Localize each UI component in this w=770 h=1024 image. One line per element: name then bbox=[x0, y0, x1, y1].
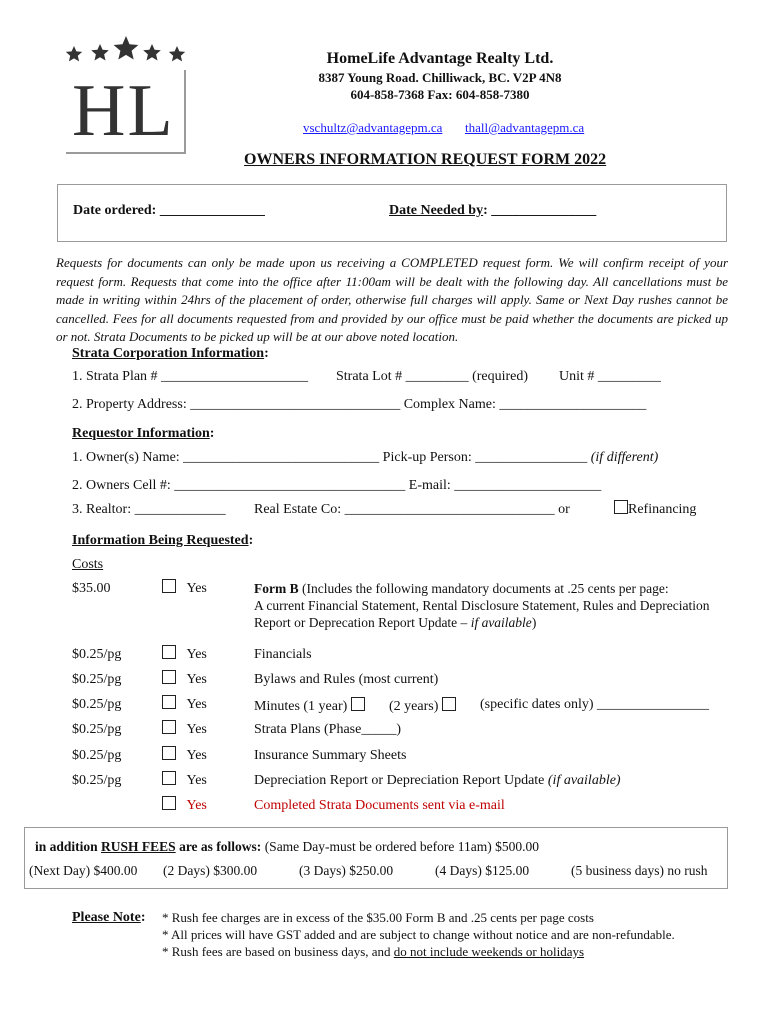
strata-plans-checkbox[interactable] bbox=[162, 720, 176, 734]
note-3 bbox=[162, 944, 584, 960]
info-heading-text: Information Being Requested bbox=[72, 533, 249, 548]
rush-option-next-day: (Next Day) $400.00 bbox=[29, 863, 138, 878]
insurance-yes: Yes bbox=[186, 748, 207, 763]
note-3-underlined: do not include weekends or holidays bbox=[393, 944, 585, 959]
strata-heading-colon: : bbox=[264, 346, 269, 361]
strata-plans-yes: Yes bbox=[186, 722, 207, 737]
owners-cell-field[interactable]: 2. Owners Cell #: _________________________________ E-mail: _____________________ bbox=[72, 478, 602, 493]
strata-heading-text: Strata Corporation Information bbox=[72, 346, 265, 361]
rush-option-5-days: (5 business days) no rush bbox=[571, 863, 708, 878]
date-needed-label: Date Needed by bbox=[389, 203, 484, 218]
company-name: HomeLife Advantage Realty Ltd. bbox=[326, 50, 554, 67]
minutes-2yr-label: (2 years) bbox=[389, 699, 439, 714]
pickup-note: (if different) bbox=[590, 450, 659, 465]
bylaws-checkbox[interactable] bbox=[162, 670, 176, 684]
company-address: 8387 Young Road. Chilliwack, BC. V2P 4N8 bbox=[318, 70, 562, 85]
formb-line1-text: (Includes the following mandatory documents at .25 cents per page: bbox=[298, 581, 669, 596]
rush-option-4-days: (4 Days) $125.00 bbox=[435, 863, 530, 878]
formb-title: Form B bbox=[254, 581, 299, 596]
minutes-specific-field[interactable]: (specific dates only) ________________ bbox=[480, 697, 710, 712]
minutes-option[interactable] bbox=[162, 695, 207, 713]
minutes-yes: Yes bbox=[186, 697, 207, 712]
depreciation-label bbox=[254, 773, 621, 789]
depreciation-checkbox[interactable] bbox=[162, 771, 176, 785]
insurance-label: Insurance Summary Sheets bbox=[254, 748, 407, 763]
date-needed-field[interactable] bbox=[389, 203, 596, 219]
depreciation-option[interactable] bbox=[162, 771, 207, 789]
real-estate-co-field[interactable]: Real Estate Co: ______________________________ or bbox=[254, 502, 570, 517]
requestor-heading-colon: : bbox=[209, 426, 215, 441]
formb-option[interactable] bbox=[162, 579, 207, 597]
intro-paragraph: Requests for documents can only be made upon us receiving a COMPLETED request form. We will confirm receipt of your request form. Requests that come into the office after 11:00am will be dealt with the following day. All cancellations must be made in writing within 24hrs of the placement of order, otherwise full charges will apply. Same or Next Day rushes cannot be cancelled. Fees for all documents requested from and provided by our office must be paid whether the documents are picked up or not. Strata Documents to be picked up will be at our above noted location. bbox=[56, 255, 728, 345]
formb-line2: A current Financial Statement, Rental Disclosure Statement, Rules and Depreciation bbox=[254, 598, 710, 613]
financials-label: Financials bbox=[254, 647, 312, 662]
date-box bbox=[57, 184, 727, 242]
date-needed-blank: : _______________ bbox=[483, 203, 597, 218]
bylaws-yes: Yes bbox=[186, 672, 207, 687]
unit-field[interactable]: Unit # _________ bbox=[559, 369, 661, 384]
please-note-text: Please Note bbox=[72, 910, 141, 925]
formb-line1 bbox=[254, 581, 669, 597]
strata-plan-field[interactable]: 1. Strata Plan # _____________________ bbox=[72, 369, 309, 384]
rush-option-3-days: (3 Days) $250.00 bbox=[299, 863, 394, 878]
realtor-field[interactable]: 3. Realtor: _____________ bbox=[72, 502, 226, 517]
rush-option-2-days: (2 Days) $300.00 bbox=[163, 863, 258, 878]
minutes-price: $0.25/pg bbox=[72, 697, 122, 712]
refinancing-label: Refinancing bbox=[628, 502, 697, 517]
depreciation-yes: Yes bbox=[186, 773, 207, 788]
financials-price: $0.25/pg bbox=[72, 647, 122, 662]
refinancing-option[interactable] bbox=[614, 500, 696, 518]
minutes-2yr-checkbox[interactable] bbox=[442, 697, 456, 711]
bylaws-option[interactable] bbox=[162, 670, 207, 688]
insurance-option[interactable] bbox=[162, 746, 207, 764]
strata-plans-label[interactable]: Strata Plans (Phase_____) bbox=[254, 722, 401, 737]
rush-fees-label: RUSH FEES bbox=[101, 839, 176, 854]
property-address-field[interactable]: 2. Property Address: ______________________________ Complex Name: _____________________ bbox=[72, 397, 647, 412]
email-docs-checkbox[interactable] bbox=[162, 796, 176, 810]
minutes-2yr bbox=[389, 697, 456, 715]
minutes-1yr-label: Minutes (1 year) bbox=[254, 699, 348, 714]
bylaws-label: Bylaws and Rules (most current) bbox=[254, 672, 439, 687]
formb-price: $35.00 bbox=[72, 581, 111, 596]
requestor-heading-text: Requestor Information bbox=[72, 426, 210, 441]
owner-name-field bbox=[72, 450, 658, 466]
insurance-checkbox[interactable] bbox=[162, 746, 176, 760]
strata-lot-field[interactable]: Strata Lot # _________ (required) bbox=[336, 369, 529, 384]
financials-option[interactable] bbox=[162, 645, 207, 663]
form-title: OWNERS INFORMATION REQUEST FORM 2022 bbox=[244, 151, 607, 168]
date-ordered-field[interactable]: Date ordered: _______________ bbox=[73, 203, 265, 218]
formb-checkbox[interactable] bbox=[162, 579, 176, 593]
company-phone: 604-858-7368 Fax: 604-858-7380 bbox=[350, 87, 530, 102]
rush-same-day: (Same Day-must be ordered before 11am) $500.00 bbox=[261, 839, 539, 854]
strata-heading bbox=[72, 346, 269, 362]
depreciation-label-italic: (if available) bbox=[547, 773, 621, 788]
insurance-price: $0.25/pg bbox=[72, 748, 122, 763]
rush-lead: in addition bbox=[35, 839, 102, 854]
formb-line3-end: ) bbox=[531, 615, 537, 630]
info-heading-colon: : bbox=[248, 533, 254, 548]
rush-fees-box bbox=[24, 827, 728, 889]
info-heading bbox=[72, 533, 253, 549]
email-docs-yes: Yes bbox=[186, 798, 207, 813]
depreciation-price: $0.25/pg bbox=[72, 773, 122, 788]
formb-line3 bbox=[254, 615, 536, 631]
note-2: * All prices will have GST added and are subject to change without notice and are non-refundable. bbox=[162, 927, 675, 942]
email-docs-label: Completed Strata Documents sent via e-mail bbox=[254, 798, 505, 813]
formb-yes: Yes bbox=[186, 581, 207, 596]
logo-letters: HL bbox=[72, 70, 175, 152]
rush-fees-line bbox=[35, 839, 539, 855]
owner-name-text[interactable]: 1. Owner(s) Name: ____________________________ Pick-up Person: ________________ bbox=[72, 450, 588, 465]
refinancing-checkbox[interactable] bbox=[614, 500, 628, 514]
strata-plans-price: $0.25/pg bbox=[72, 722, 122, 737]
bylaws-price: $0.25/pg bbox=[72, 672, 122, 687]
financials-checkbox[interactable] bbox=[162, 645, 176, 659]
depreciation-label-text: Depreciation Report or Depreciation Report Update bbox=[254, 773, 548, 788]
please-note-colon: : bbox=[140, 910, 146, 925]
costs-label: Costs bbox=[72, 557, 104, 572]
please-note-label bbox=[72, 910, 145, 926]
formb-line3-text: Report or Deprecation Report Update – bbox=[254, 615, 471, 630]
financials-yes: Yes bbox=[186, 647, 207, 662]
minutes-1yr-checkbox[interactable] bbox=[351, 697, 365, 711]
note-1: * Rush fee charges are in excess of the $35.00 Form B and .25 cents per page costs bbox=[162, 910, 594, 925]
email-link-vschultz[interactable]: vschultz@advantagepm.ca bbox=[303, 120, 443, 135]
note-3-text: * Rush fees are based on business days, and bbox=[162, 944, 394, 959]
requestor-heading bbox=[72, 426, 214, 442]
strata-plans-option[interactable] bbox=[162, 720, 207, 738]
email-link-thall[interactable]: thall@advantagepm.ca bbox=[465, 120, 585, 135]
email-docs-option[interactable] bbox=[162, 796, 207, 814]
minutes-checkbox[interactable] bbox=[162, 695, 176, 709]
formb-line3-italic: if available bbox=[470, 615, 532, 630]
rush-follows: are as follows: bbox=[175, 839, 262, 854]
minutes-1yr bbox=[254, 697, 365, 715]
